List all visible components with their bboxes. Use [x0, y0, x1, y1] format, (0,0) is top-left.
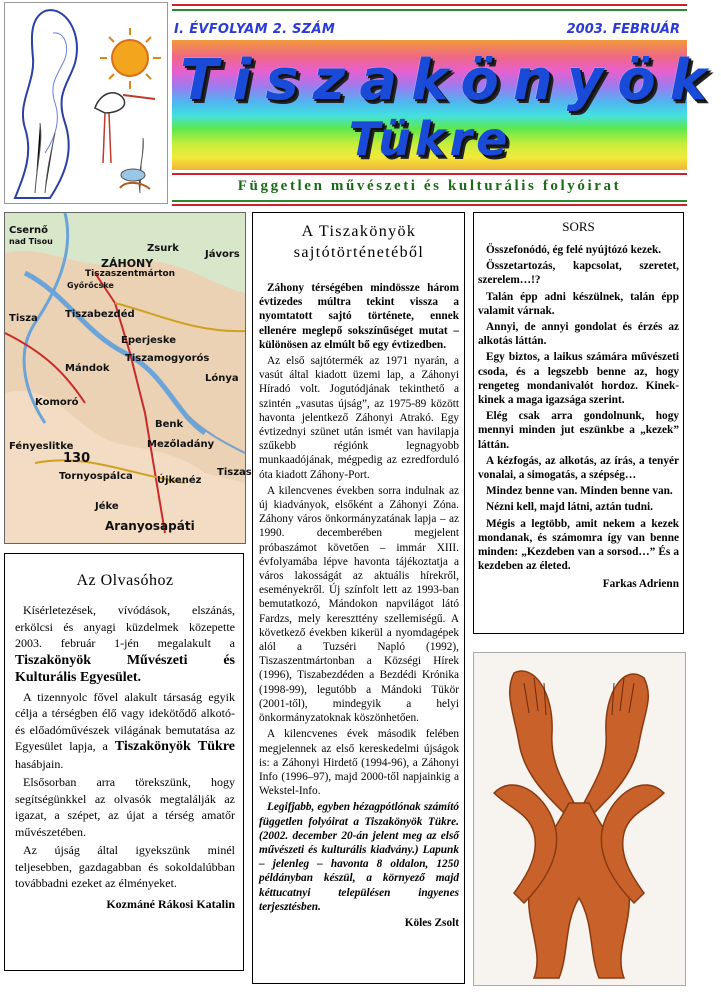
association-name: Tiszakönyök Művészeti és Kulturális Egyesület.: [15, 652, 235, 685]
map-label: ZÁHONY: [101, 257, 154, 270]
map-label: Tiszamogyorós: [125, 353, 210, 364]
map-label: Eperjeske: [121, 335, 177, 346]
editorial-box: [4, 553, 244, 971]
sors-line: Egy biztos, a laikus számára művészeti csoda, és a legszebb benne az, hogy rengeteg mondanivalót hordoz. Kinek-kinek a maga igazsága szerint.: [478, 351, 679, 407]
map-label: Zsurk: [147, 243, 179, 254]
history-signature: Köles Zsolt: [404, 916, 459, 929]
masthead-title-line1: Tiszakönyök: [180, 48, 721, 113]
map-label: Győrőcske: [67, 281, 114, 290]
editorial-p3: Elsősorban arra törekszünk, hogy segítségünkkel az olvasók megtalálják az igazat, a szépet, az újat a térség amatőr művészetében.: [15, 775, 235, 839]
masthead-title-line2: Tükre: [348, 112, 512, 166]
map-label: Fényeslitke: [9, 441, 74, 452]
sors-line: Elég csak arra gondolnunk, hogy mennyi minden jut eszünkbe a „kezek” láttán.: [478, 410, 679, 451]
editorial-p2-end: hasábjain.: [15, 756, 64, 771]
sculpture-illustration: [474, 653, 685, 985]
history-text: [259, 281, 459, 930]
map-label: Tiszaszentmárton: [85, 269, 176, 279]
map-label: Aranyosapáti: [105, 519, 195, 533]
editorial-p1: Kísérletezések, vívódások, elszánás, erkölcsi és anyagi küzdelmek közepette 2003. február 1-jén megalakult a: [15, 603, 235, 650]
map-label: Tisza: [9, 313, 38, 324]
sors-signature: Farkas Adrienn: [602, 578, 679, 591]
map-label: Tiszas: [217, 467, 252, 478]
sors-text: [478, 243, 679, 592]
sors-line: A kézfogás, az alkotás, az írás, a tenyér vonalai, a simogatás, a szépség…: [478, 454, 679, 482]
history-title: A Tiszakönyök sajtótörténetéből: [293, 223, 425, 261]
map-label: Jéke: [95, 501, 119, 512]
history-p3: A kilencvenes években sorra indulnak az új kiadványok, elsőként a Záhonyi Zóna. Záhony város önkormányzatának lapja – az 1990. decemberében megjelent próbaszámot követően – immár XIII. évfolyamába lépve havonta tájékoztatja a város lakosságát az aktuális hírekről, eseményekről. Új színfolt lett az 1993-ban bemutatkozó, Mándokon napvilágot látó Fardzs, mely kereszttény szellemiségű. A következő években kikerül a nyomdagépek alól a Tuzséri Napló (1992), Tiszaszentmártonban a Községi Hírek (1996), Tiszabezdéden a Bezdédi Krónika (1998-99), legutóbb a Mándoki Tükör (2001-től), mindegyik a helyi önkormányzatoknak köszönhetően.: [259, 484, 459, 725]
history-lead: Záhony térségében mindössze három évtizedes múltra tekint vissza a nyomtatott sajtó története, ennek ellenére meglepő sokszínűséget mutat – különösen az elmúlt bő egy évtizedben.: [259, 282, 459, 351]
sors-line: Nézni kell, majd látni, aztán tudni.: [486, 501, 653, 514]
map-label: nad Tisou: [9, 237, 53, 246]
sors-poem-box: [473, 212, 684, 634]
green-rule-bottom: [172, 200, 687, 202]
magazine-name: Tiszakönyök Tükre: [114, 739, 236, 754]
map-label: Jávors: [205, 249, 240, 260]
map-label: Benk: [155, 419, 184, 430]
editorial-signature: Kozmáné Rákosi Katalin: [106, 896, 235, 911]
sors-title: SORS: [562, 219, 595, 234]
red-rule-bottom: [172, 173, 687, 175]
green-rule: [172, 9, 687, 11]
sors-line: Talán épp adni készülnek, talán épp valamit várnak.: [478, 290, 679, 317]
map-label: Mezőladány: [147, 439, 215, 450]
history-p4: A kilencvenes évek második felében megjelennek az első kereskedelmi újságok is: a Záhonyi Hirdető (1994-96), a Záhonyi Info (1996–97), majd 2000-től napjainkig a Wekstel-Info.: [259, 728, 459, 798]
history-closing: Legifjabb, egyben hézagpótlónak számító független folyóirat a Tiszakönyök Tükre. (2002. december 20-án jelent meg az első művészeti és kulturális kiadvány.) Lapunk – jelenleg – havonta 8 oldalon, 1250 példányban készül, a környező majd kéttucatnyi településen ingyenes terjesztésben.: [259, 801, 459, 913]
hands-sculpture-photo: [473, 652, 686, 986]
sors-line: Mindez benne van. Minden benne van.: [486, 485, 673, 498]
issue-number: I. ÉVFOLYAM 2. SZÁM: [174, 22, 336, 37]
sors-line: Összetartozás, kapcsolat, szeretet, szerelem…!?: [478, 260, 679, 287]
map-label: Csernő: [9, 225, 48, 236]
sors-line: Összefonódó, ég felé nyújtózó kezek.: [486, 244, 662, 256]
region-map: [4, 212, 252, 544]
issue-date: 2003. FEBRUÁR: [566, 22, 680, 37]
map-label: Lónya: [205, 373, 239, 384]
map-label: 130: [63, 451, 91, 466]
red-rule-bottom-2: [172, 204, 687, 206]
map-label: Újkenéz: [157, 475, 202, 486]
sors-line: Annyi, de annyi gondolat és érzés az alkotás láttán.: [478, 321, 679, 348]
editorial-title: Az Olvasóhoz: [76, 572, 174, 589]
map-label: Mándok: [65, 363, 110, 374]
editorial-p4: Az újság által igyekszünk minél teljesebben, gazdagabban és sokoldalúbban továbbadni ezeket az élményeket.: [15, 843, 235, 890]
stork-sun-illustration: [5, 3, 167, 203]
red-rule: [172, 4, 687, 6]
map-label: Tornyospálca: [59, 471, 133, 482]
map-label: Komoró: [35, 397, 79, 408]
editorial-text: [15, 602, 235, 912]
map-label: Tiszabezdéd: [65, 309, 135, 320]
sors-line: Mégis a legtöbb, amit nekem a kezek mondanak, és számomra így van benne minden: „Kezdeben van a sorsod…” És a kezdeben az életed.: [478, 517, 679, 573]
stork-logo: [4, 2, 168, 204]
editorial-p2: A tizennyolc fővel alakult társaság egyik célja a térségben élő vagy idekötődő alkotó- és előadóművészek világának bemutatása az Egyesület lapja, a: [15, 689, 235, 753]
masthead-subtitle: Független művészeti és kulturális folyóirat: [237, 178, 622, 194]
history-article: [252, 212, 465, 984]
history-p2: Az első sajtótermék az 1971 nyarán, a vasút által kiadott üzemi lap, a Záhonyi Híradó volt. Jogutódjának tekinthető a szintén „vasutas újság”, az 1975-89 között havonta jelentkező Záhonyi Atrakó. Egy évtizednyi szünet után ismét van havilapja szűkebb régiónk legnagyobb munkaadójának, mégpedig az ezredforduló óta kiadott Záhony-Port.: [259, 355, 459, 481]
